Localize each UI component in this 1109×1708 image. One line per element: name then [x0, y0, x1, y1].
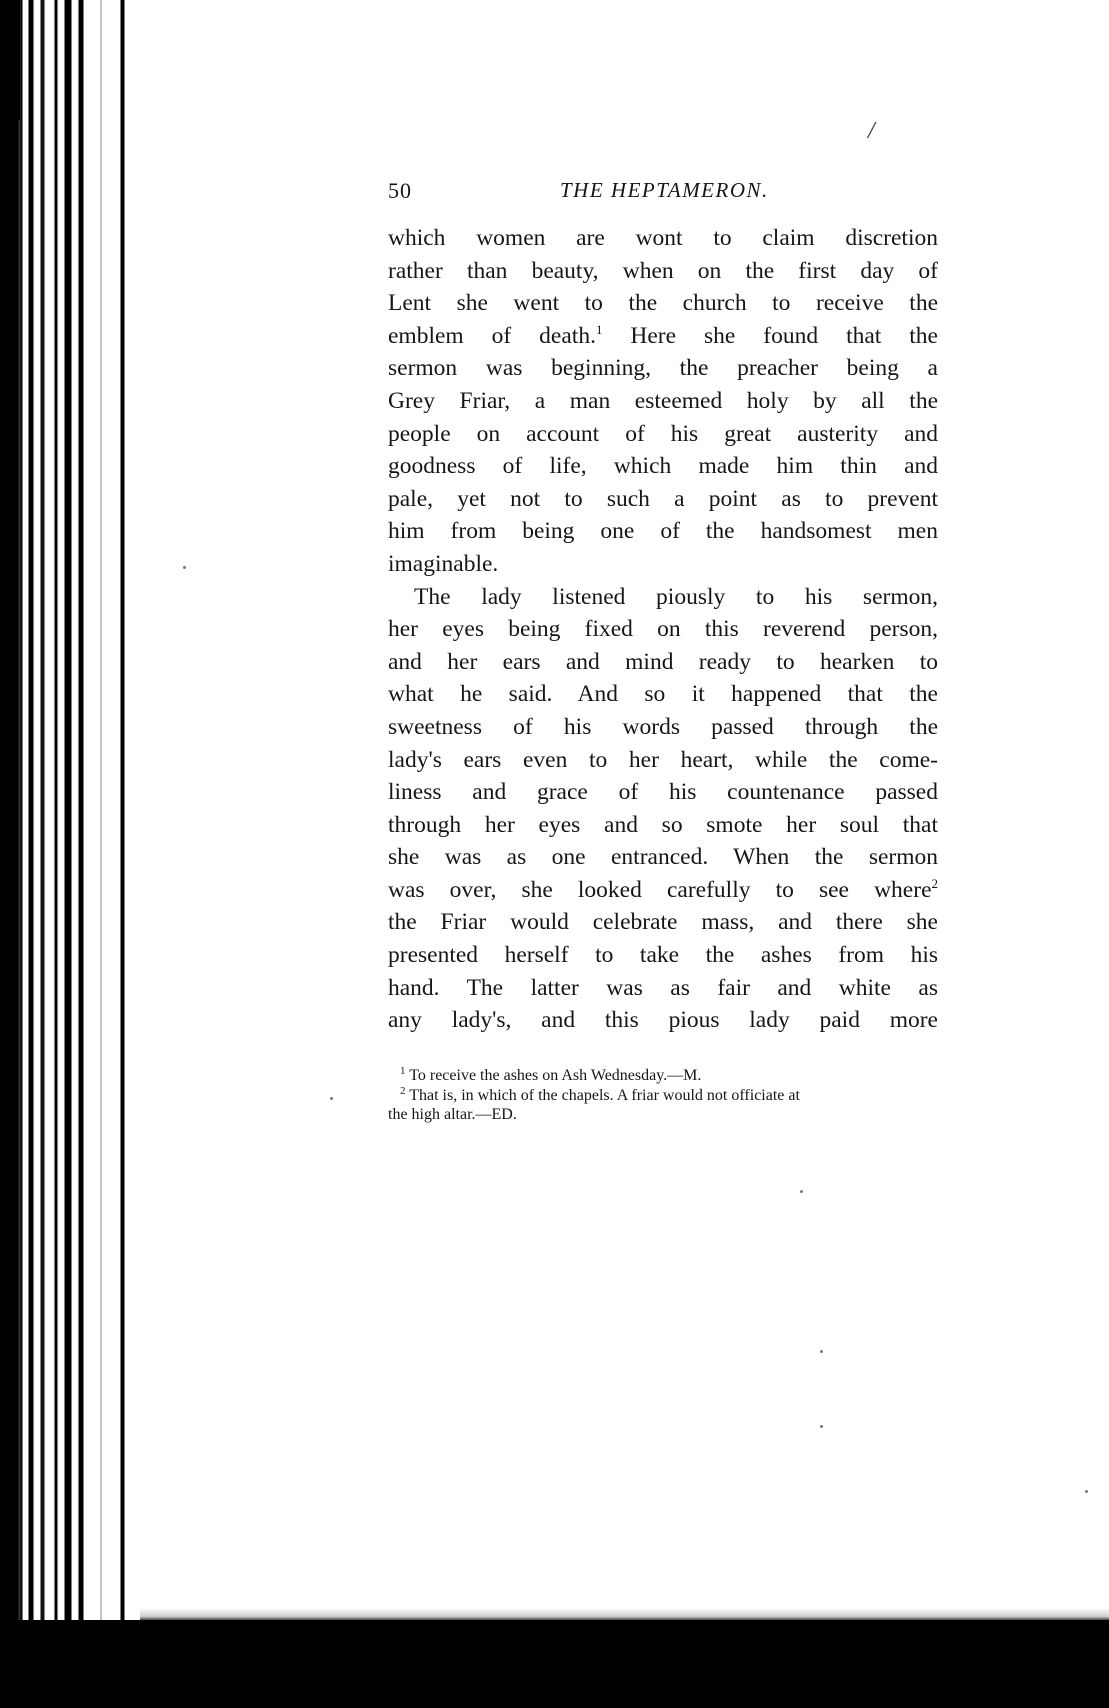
text-line: which women are wont to claim discretion — [388, 225, 938, 251]
footnotes — [388, 1066, 938, 1125]
binding-shadow — [0, 0, 20, 120]
book-binding-edge — [0, 0, 140, 1708]
text-line: Lent she went to the church to receive the — [388, 290, 938, 317]
text-line: what he said. And so it happened that the — [388, 681, 938, 708]
scan-speck — [1085, 1490, 1088, 1493]
text-line: through her eyes and so smote her soul that — [388, 811, 938, 838]
text-line: her eyes being fixed on this reverend person, — [388, 616, 938, 643]
footnote-marker: 2 — [400, 1084, 406, 1097]
paragraph-1 — [388, 222, 938, 581]
text-line: lady's ears even to her heart, while the come- — [388, 746, 938, 773]
text-line: liness and grace of his countenance passed — [388, 779, 938, 806]
text-line-start: emblem of death. — [388, 322, 596, 349]
text-line: any lady's, and this pious lady paid more — [388, 1007, 938, 1034]
scan-speck — [820, 1350, 823, 1353]
footnote-2-continuation: the high altar.—ED. — [388, 1106, 517, 1123]
text-line: pale, yet not to such a point as to prevent — [388, 485, 938, 512]
scan-speck — [330, 1097, 333, 1100]
footnote-ref-2: 2 — [931, 875, 938, 891]
text-line: sermon was beginning, the preacher being a — [388, 355, 938, 382]
scan-speck — [800, 1190, 803, 1193]
body-text — [388, 222, 938, 1037]
text-line: people on account of his great austerity and — [388, 420, 938, 447]
text-line: hand. The latter was as fair and white as — [388, 974, 938, 1001]
footnote-marker: 1 — [400, 1065, 406, 1077]
text-line: Grey Friar, a man esteemed holy by all the — [388, 387, 938, 414]
footnote-1 — [388, 1066, 938, 1086]
text-line: him from being one of the handsomest men — [388, 518, 938, 545]
footnote-text: To receive the ashes on Ash Wednesday.—M. — [409, 1067, 702, 1084]
text-line: rather than beauty, when on the first day of — [388, 257, 938, 284]
footnote-2 — [388, 1086, 938, 1106]
text-line: and her ears and mind ready to hearken to — [388, 648, 938, 675]
paragraph-2 — [388, 581, 938, 1037]
scan-bottom-border — [0, 1620, 1109, 1708]
footnote-text: That is, in which of the chapels. A friar would not officiate at — [409, 1086, 800, 1104]
corner-mark: / — [868, 118, 875, 144]
text-line: imaginable. — [388, 550, 499, 577]
text-line — [388, 874, 938, 907]
text-line: The lady listened piously to his sermon, — [414, 583, 938, 610]
text-line-end: Here she found that the — [602, 322, 938, 349]
text-line-start: was over, she looked carefully to see where — [388, 876, 932, 903]
page-number: 50 — [388, 178, 412, 203]
scan-speck — [820, 1425, 823, 1428]
scan-speck — [183, 566, 186, 569]
text-line: sweetness of his words passed through the — [388, 713, 938, 740]
text-line: the Friar would celebrate mass, and there she — [388, 909, 938, 936]
footnote-ref-1: 1 — [595, 321, 603, 337]
text-line — [388, 320, 938, 353]
text-line: she was as one entranced. When the sermon — [388, 844, 938, 871]
page-header-title: THE HEPTAMERON. — [560, 178, 769, 202]
text-line: presented herself to take the ashes from his — [388, 942, 938, 969]
running-header — [0, 178, 1109, 208]
text-line: goodness of life, which made him thin and — [388, 453, 938, 480]
